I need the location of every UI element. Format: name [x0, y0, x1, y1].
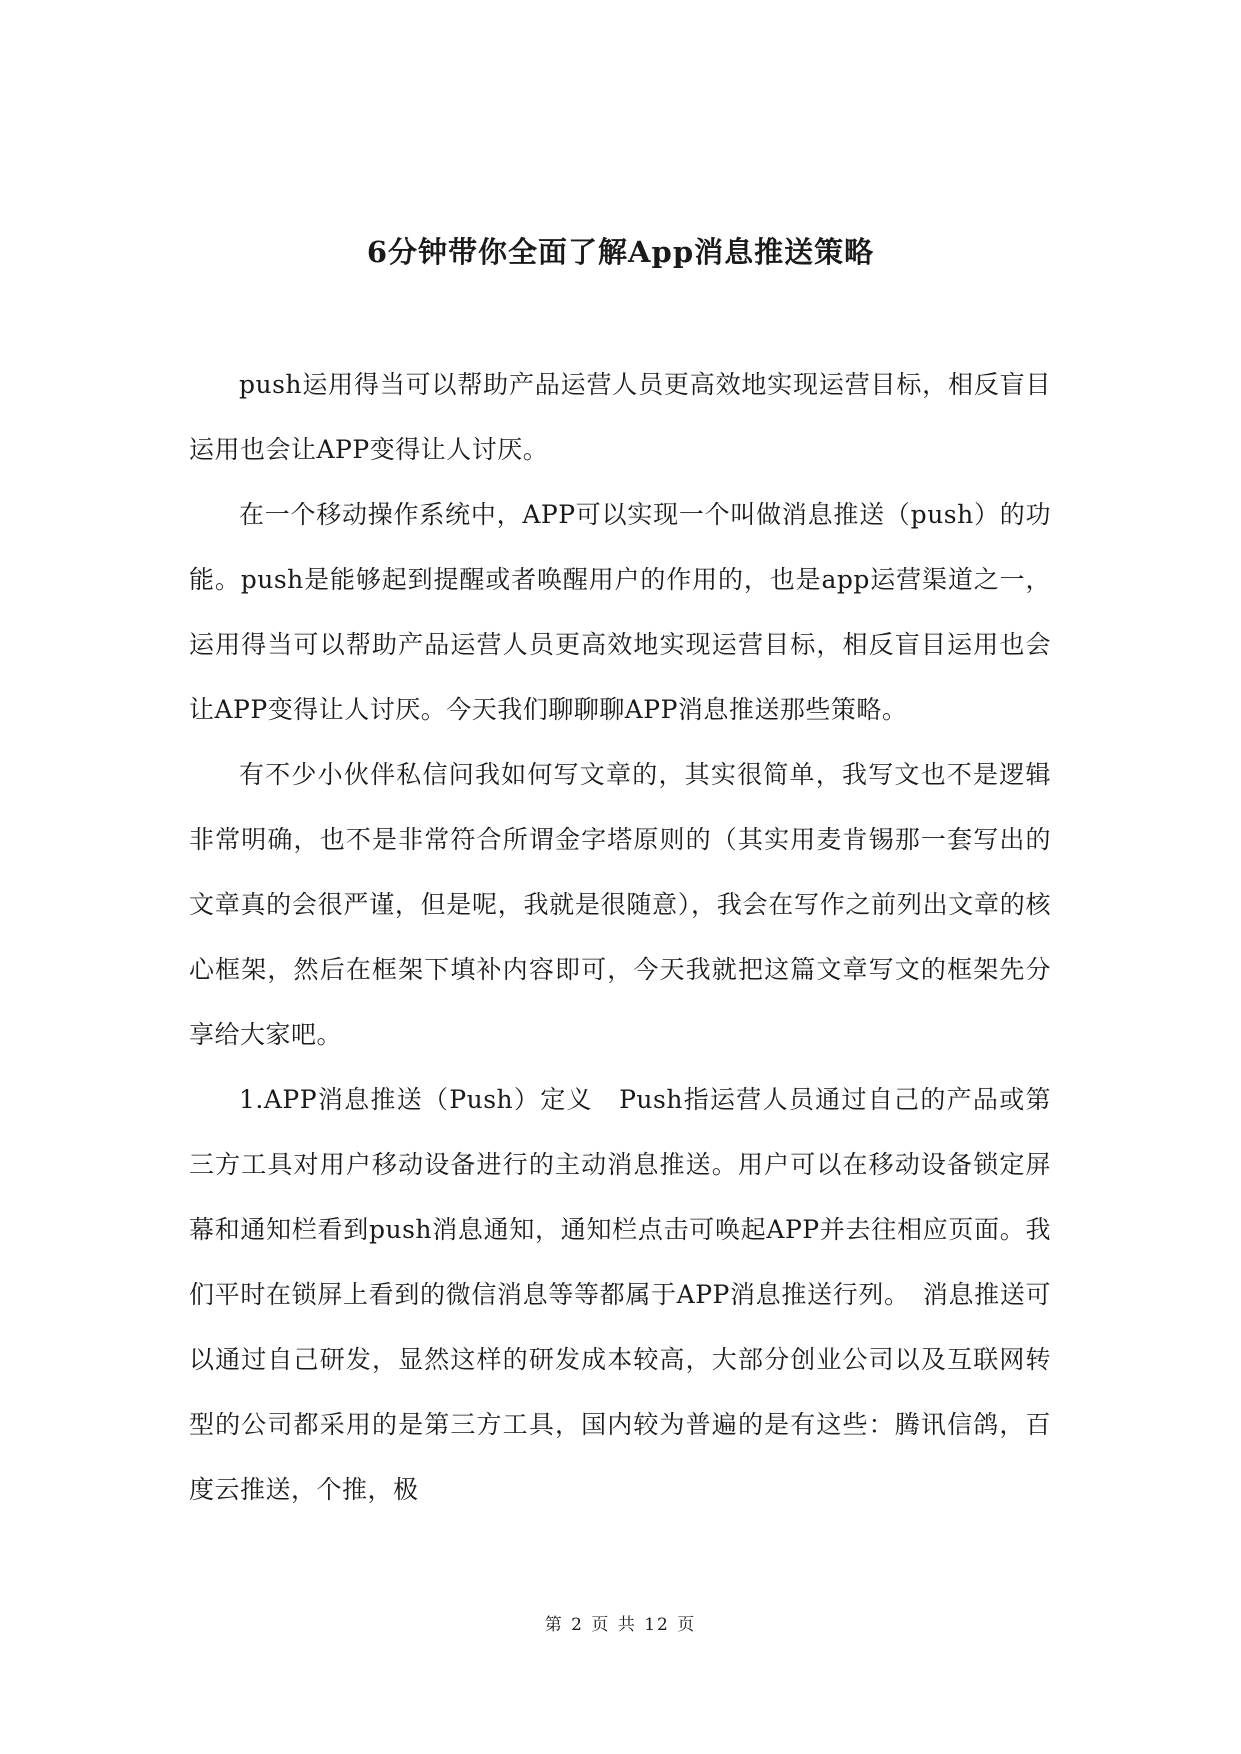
page-footer: 第 2 页 共 12 页: [544, 1615, 697, 1635]
paragraph-4: 1.APP消息推送（Push）定义 Push指运营人员通过自己的产品或第三方工具对用户移动设备进行的主动消息推送。用户可以在移动设备锁定屏幕和通知栏看到push消息通知，通知栏点击可唤起APP并去往相应页面。我们平时在锁屏上看到的微信消息等等都属于APP消息推送行列。 消息推送可以通过自己研发，显然这样的研发成本较高，大部分创业公司以及互联网转型的公司都采用的是第三方工具，国内较为普遍的是有这些：腾讯信鸽，百度云推送，个推，极: [189, 1085, 1051, 1504]
paragraph-1: push运用得当可以帮助产品运营人员更高效地实现运营目标，相反盲目运用也会让APP变得让人讨厌。: [189, 370, 1051, 464]
page-title: 6分钟带你全面了解App消息推送策略: [366, 235, 875, 269]
paragraph-2: 在一个移动操作系统中，APP可以实现一个叫做消息推送（push）的功能。push是能够起到提醒或者唤醒用户的作用的，也是app运营渠道之一，运用得当可以帮助产品运营人员更高效地实现运营目标，相反盲目运用也会让APP变得让人讨厌。今天我们聊聊聊APP消息推送那些策略。: [189, 500, 1051, 724]
document-body: [189, 352, 1051, 1522]
paragraph-3: 有不少小伙伴私信问我如何写文章的，其实很简单，我写文也不是逻辑非常明确，也不是非常符合所谓金字塔原则的（其实用麦肯锡那一套写出的文章真的会很严谨，但是呢，我就是很随意），我会在写作之前列出文章的核心框架，然后在框架下填补内容即可，今天我就把这篇文章写文的框架先分享给大家吧。: [189, 760, 1051, 1049]
